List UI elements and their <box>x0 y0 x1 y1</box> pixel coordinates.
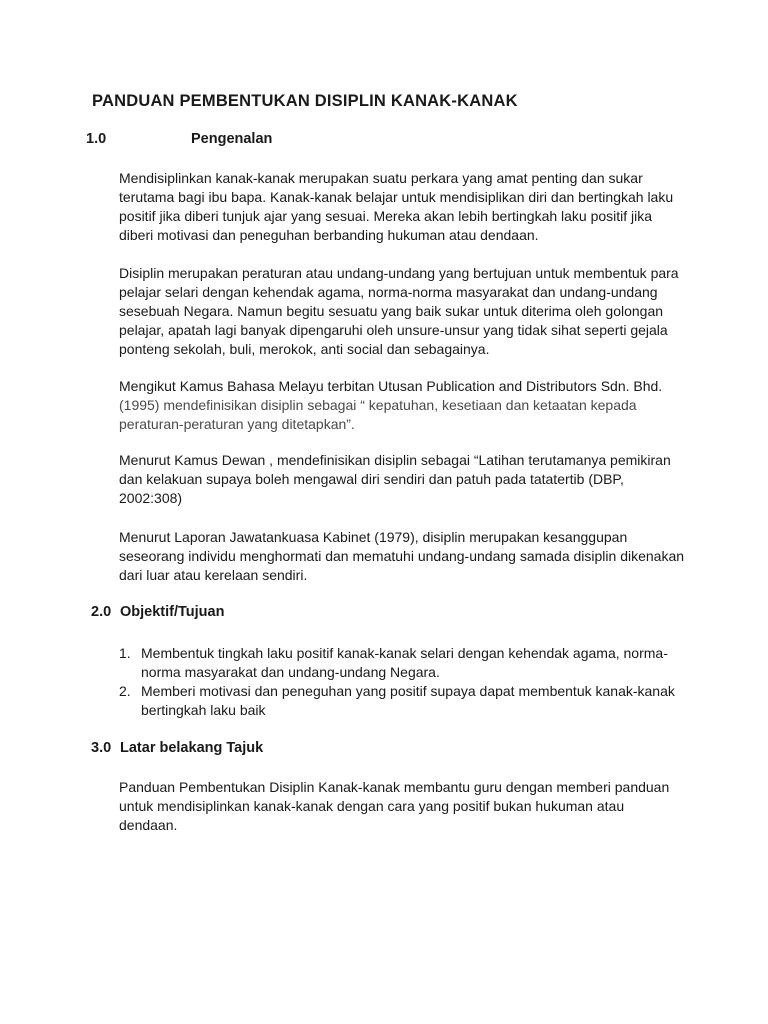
list-marker: 1. <box>119 645 131 661</box>
paragraph-kamus-dewan <box>119 451 689 508</box>
list-item <box>119 682 679 720</box>
text-line: Mengikut Kamus Bahasa Melayu terbitan Utusan Publication and Distributors Sdn. Bhd. <box>119 378 663 394</box>
section-heading-pengenalan <box>86 131 272 147</box>
text-line: norma masyarakat dan undang-undang Negara. <box>141 664 440 680</box>
text-line: peraturan-peraturan yang ditetapkan”. <box>119 416 355 432</box>
section-number: 1.0 <box>86 131 107 147</box>
section-number: 2.0 <box>91 604 112 620</box>
text-line: 2002:308) <box>119 490 183 506</box>
text-line: dan kelakuan supaya boleh mengawal diri sendiri dan patuh pada tatatertib (DBP, <box>119 471 624 487</box>
paragraph-definition <box>119 264 689 359</box>
text-line: untuk mendisiplinkan kanak-kanak dengan cara yang positif bukan hukuman atau <box>119 798 625 814</box>
section-heading-objektif <box>91 604 224 620</box>
text-line: pelajar selari dengan kehendak agama, norma-norma masyarakat dan undang-undang <box>119 284 658 300</box>
text-line: terutama bagi ibu bapa. Kanak-kanak belajar untuk mendisiplikan diri dan bertingkah laku <box>119 189 674 205</box>
section-title: Pengenalan <box>191 131 273 147</box>
text-line: Membentuk tingkah laku positif kanak-kanak selari dengan kehendak agama, norma- <box>141 645 668 661</box>
text-line: Panduan Pembentukan Disiplin Kanak-kanak membantu guru dengan memberi panduan <box>119 779 670 795</box>
text-line: seseorang individu menghormati dan mematuhi undang-undang samada disiplin dikenakan <box>119 548 685 564</box>
list-marker: 2. <box>119 683 131 699</box>
text-line: diberi motivasi dan peneguhan berbanding hukuman atau dendaan. <box>119 227 539 243</box>
text-line: Mendisiplinkan kanak-kanak merupakan suatu perkara yang amat penting dan sukar <box>119 170 643 186</box>
section-number: 3.0 <box>91 740 112 756</box>
objectives-list <box>119 644 679 720</box>
text-line: Menurut Laporan Jawatankuasa Kabinet (1979), disiplin merupakan kesanggupan <box>119 529 628 545</box>
section-title: Latar belakang Tajuk <box>120 740 264 756</box>
text-line: (1995) mendefinisikan disiplin sebagai “ kepatuhan, kesetiaan dan ketaatan kepada <box>119 397 637 413</box>
document-title: PANDUAN PEMBENTUKAN DISIPLIN KANAK-KANAK <box>92 92 518 110</box>
text-line: positif jika diberi tunjuk ajar yang sesuai. Mereka akan lebih bertingkah laku positif jika <box>119 208 653 224</box>
paragraph-latar-belakang <box>119 778 689 835</box>
text-line: Disiplin merupakan peraturan atau undang-undang yang bertujuan untuk membentuk para <box>119 265 679 281</box>
list-item <box>119 644 679 682</box>
text-line: bertingkah laku baik <box>141 702 266 718</box>
text-line: ponteng sekolah, buli, merokok, anti social dan sebagainya. <box>119 341 490 357</box>
paragraph-laporan <box>119 528 689 585</box>
section-heading-latar-belakang <box>91 740 263 756</box>
text-line: dari luar atau kerelaan sendiri. <box>119 567 308 583</box>
text-line: dendaan. <box>119 817 178 833</box>
text-line: pelajar, apatah lagi banyak dipengaruhi oleh unsure-unsur yang tidak sihat seperti gejala <box>119 322 668 338</box>
paragraph-intro <box>119 169 689 245</box>
text-line: sesebuah Negara. Namun begitu sesuatu yang baik sukar untuk diterima oleh golongan <box>119 303 664 319</box>
text-line: Menurut Kamus Dewan , mendefinisikan disiplin sebagai “Latihan terutamanya pemikiran <box>119 452 671 468</box>
paragraph-kamus-bahasa <box>119 377 689 434</box>
section-title: Objektif/Tujuan <box>120 604 225 620</box>
text-line: Memberi motivasi dan peneguhan yang positif supaya dapat membentuk kanak-kanak <box>141 683 675 699</box>
